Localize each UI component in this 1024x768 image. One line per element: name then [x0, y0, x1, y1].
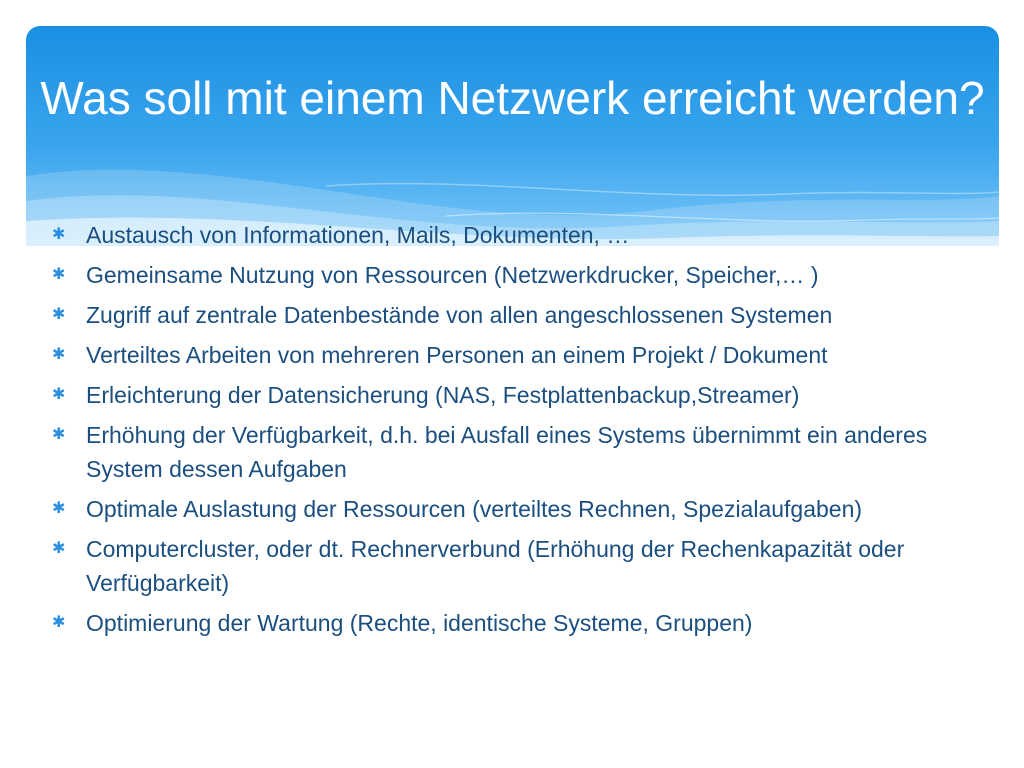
list-item — [52, 298, 952, 332]
list-item-text: Optimierung der Wartung (Rechte, identische Systeme, Gruppen) — [86, 610, 753, 636]
list-item — [52, 258, 952, 292]
asterisk-icon: ✱ — [52, 226, 66, 243]
asterisk-icon: ✱ — [52, 266, 66, 283]
list-item-text: Computercluster, oder dt. Rechnerverbund (Erhöhung der Rechenkapazität oder Verfügbarkeit) — [86, 536, 905, 596]
asterisk-icon: ✱ — [52, 346, 66, 363]
list-item — [52, 606, 952, 640]
list-item-text: Austausch von Informationen, Mails, Dokumenten, … — [86, 222, 630, 248]
asterisk-icon: ✱ — [52, 306, 66, 323]
list-item-text: Gemeinsame Nutzung von Ressourcen (Netzwerkdrucker, Speicher,… ) — [86, 262, 819, 288]
list-item — [52, 338, 952, 372]
list-item — [52, 218, 952, 252]
list-item-text: Erhöhung der Verfügbarkeit, d.h. bei Ausfall eines Systems übernimmt ein anderes System dessen Aufgaben — [86, 422, 928, 482]
list-item-text: Optimale Auslastung der Ressourcen (verteiltes Rechnen, Spezialaufgaben) — [86, 496, 863, 522]
asterisk-icon: ✱ — [52, 500, 66, 517]
slide-title: Was soll mit einem Netzwerk erreicht werden? — [40, 72, 985, 124]
wave-decoration — [26, 26, 999, 246]
list-item-text: Erleichterung der Datensicherung (NAS, Festplattenbackup,Streamer) — [86, 382, 800, 408]
asterisk-icon: ✱ — [52, 426, 66, 443]
asterisk-icon: ✱ — [52, 614, 66, 631]
list-item — [52, 492, 952, 526]
list-item — [52, 532, 952, 600]
list-item-text: Verteiltes Arbeiten von mehreren Personen an einem Projekt / Dokument — [86, 342, 828, 368]
list-item — [52, 378, 952, 412]
bullet-list — [52, 218, 952, 646]
list-item — [52, 418, 952, 486]
list-item-text: Zugriff auf zentrale Datenbestände von allen angeschlossenen Systemen — [86, 302, 833, 328]
asterisk-icon: ✱ — [52, 386, 66, 403]
asterisk-icon: ✱ — [52, 540, 66, 557]
title-banner — [26, 26, 999, 246]
